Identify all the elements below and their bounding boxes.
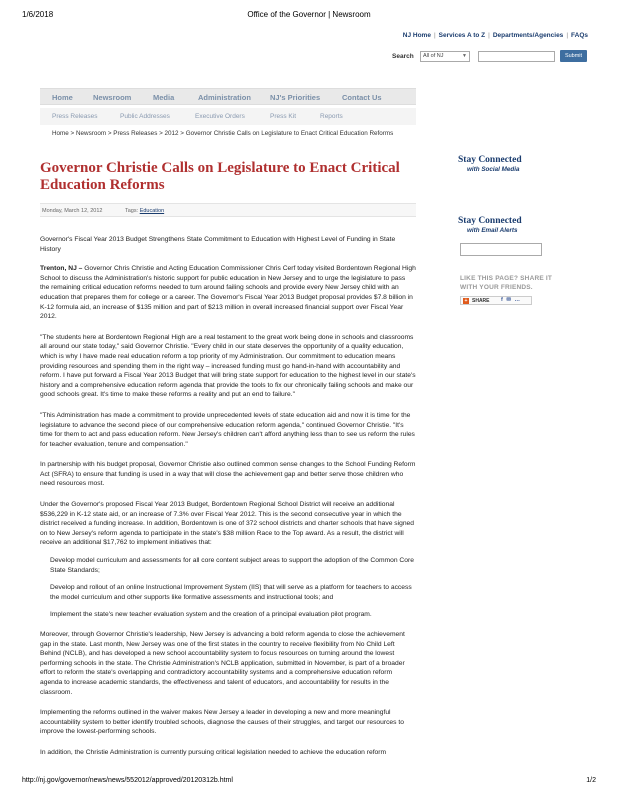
util-link-nj-home[interactable]: NJ Home bbox=[402, 32, 431, 39]
print-url: http://nj.gov/governor/news/news/552012/approved/20120312b.html bbox=[22, 777, 233, 784]
print-date: 1/6/2018 bbox=[22, 10, 54, 19]
page-title: Governor Christie Calls on Legislature to Enact Critical Education Reforms bbox=[40, 160, 400, 193]
sidebar bbox=[458, 155, 598, 304]
nav-home[interactable]: Home bbox=[52, 93, 73, 102]
subnav-press-kit[interactable]: Press Kit bbox=[270, 113, 297, 120]
social-media-block[interactable] bbox=[458, 155, 598, 173]
tag-link[interactable]: Education bbox=[139, 208, 165, 214]
article-tags: Tags: Education bbox=[125, 208, 165, 214]
print-header bbox=[22, 10, 596, 22]
search-label: Search bbox=[392, 53, 414, 60]
social-share-icons[interactable]: f ✉ … bbox=[501, 297, 521, 303]
article-paragraph: In partnership with his budget proposal, Governor Christie also outlined common sense changes to the School Funding Reform Act (SFRA) to ensure that funding is used in a way that will close the achievement gap and better serve those children who need resources most. bbox=[40, 461, 416, 488]
print-title: Office of the Governor | Newsroom bbox=[247, 10, 371, 19]
article-lead: Governor's Fiscal Year 2013 Budget Strengthens State Commitment to Education with Highest Level of Funding in State History bbox=[40, 236, 396, 253]
initiatives-list bbox=[50, 556, 416, 620]
share-button[interactable] bbox=[460, 296, 532, 305]
subnav-press-releases[interactable]: Press Releases bbox=[52, 113, 98, 120]
util-link-faqs[interactable]: FAQs bbox=[571, 32, 588, 39]
chevron-down-icon: ▼ bbox=[462, 53, 467, 59]
util-link-departments[interactable]: Departments/Agencies bbox=[492, 32, 564, 39]
article-paragraph: Moreover, through Governor Christie's leadership, New Jersey is advancing a bold reform agenda to close the achievement gap in the state. Last month, New Jersey was one of the first states in the country to receive flexibility from No Child Left Behind (NCLB), and has developed a new school accountability system to focus resources on turning around the lowest performing schools in the state. The Christie Administration's NCLB application, submitted in November, is part of a broader effort to reform the state's overlapping and contradictory accountability systems and a comprehensive education reform agenda to increase academic standards, the effectiveness and talent of educators, and accountability for results in the classroom. bbox=[40, 631, 405, 696]
subnav-executive-orders[interactable]: Executive Orders bbox=[195, 113, 245, 120]
article-body bbox=[40, 235, 416, 758]
subnav-public-addresses[interactable]: Public Addresses bbox=[120, 113, 170, 120]
email-field[interactable] bbox=[460, 243, 542, 256]
social-subtitle: with Social Media bbox=[467, 166, 520, 173]
article-paragraph: "This Administration has made a commitment to provide unprecedented levels of state education aid and now it is time for the legislature to advance the second piece of our comprehensive education reform agenda," continued Governor Christie. "It's time for them to act and pass education reform. New Jersey's children can't afford anything less than to see us reform the rules for teacher evaluation, tenure and compensation." bbox=[40, 411, 415, 448]
utility-links: NJ Home | Services A to Z | Departments/Agencies | FAQs bbox=[402, 32, 588, 39]
breadcrumb: Home > Newsroom > Press Releases > 2012 > Governor Christie Calls on Legislature to Enact Critical Education Reforms bbox=[52, 130, 394, 137]
print-page-number: 1/2 bbox=[586, 777, 596, 784]
list-item: Develop and rollout of an online Instructional Improvement System (IIS) that will serve as a platform for teachers to access the model curriculum and other supports like formative assessments and instructional tools; and bbox=[50, 584, 412, 601]
article-meta bbox=[40, 203, 416, 217]
article-paragraph: Trenton, NJ – Governor Chris Christie and Acting Education Commissioner Chris Cerf today visited Bordentown Regional High School to discuss the Administration's historic support for public education in New Jersey and to urge the legislature to pass the remaining critical education reforms needed to turn around failing schools and provide every New Jersey child with an education that prepares them for college or a career. The Governor's Fiscal Year 2013 Budget proposal provides $7.8 billion in K-12 formula aid, an increase of $135 million and part of $213 million in overall increased financial support over Fiscal Year 2012. bbox=[40, 265, 416, 321]
email-title: Stay Connected bbox=[458, 216, 522, 226]
article-paragraph: In addition, the Christie Administration is currently pursuing critical legislation needed to achieve the education reform bbox=[40, 748, 387, 756]
nav-contact[interactable]: Contact Us bbox=[342, 93, 382, 102]
search-submit-button[interactable]: Submit bbox=[560, 50, 587, 62]
subnav-reports[interactable]: Reports bbox=[320, 113, 343, 120]
list-item: Implement the state's new teacher evaluation system and the creation of a principal evaluation pilot program. bbox=[50, 611, 372, 619]
search-scope-value: All of NJ bbox=[423, 53, 444, 59]
sub-nav bbox=[40, 108, 416, 125]
article-paragraph: Under the Governor's proposed Fiscal Year 2013 Budget, Bordentown Regional School District will receive an additional $536,229 in K-12 state aid, or an increase of 7.3% over Fiscal Year 2012. This is the second consecutive year in which the district received a funding increase. In addition, Bordentown is one of 372 school districts and charter schools that have signed on to New Jersey's reform agenda to participate in the state's $38 million Race to the Top award. As a result, the district will receive an additional $17,762 to implement initiatives that: bbox=[40, 501, 414, 547]
social-title: Stay Connected bbox=[458, 155, 522, 165]
util-link-services[interactable]: Services A to Z bbox=[438, 32, 486, 39]
nav-media[interactable]: Media bbox=[153, 93, 175, 102]
nav-priorities[interactable]: NJ's Priorities bbox=[270, 93, 321, 102]
nav-administration[interactable]: Administration bbox=[198, 93, 251, 102]
search-input[interactable] bbox=[478, 51, 555, 62]
share-prompt: LIKE THIS PAGE? SHARE IT WITH YOUR FRIENDS. bbox=[460, 275, 553, 291]
share-label: SHARE bbox=[472, 298, 490, 304]
search-scope-select[interactable] bbox=[420, 51, 470, 62]
email-subtitle: with Email Alerts bbox=[467, 227, 518, 234]
list-item: Develop model curriculum and assessments for all core content subject areas to support the adoption of the Common Core State Standards; bbox=[50, 557, 414, 574]
article-date: Monday, March 12, 2012 bbox=[42, 208, 103, 214]
plus-icon: + bbox=[464, 298, 468, 304]
nav-newsroom[interactable]: Newsroom bbox=[93, 93, 132, 102]
article-paragraph: "The students here at Bordentown Regional High are a real testament to the great work being done in schools and classrooms all around our state today," said Governor Christie. "Every child in our state deserves the opportunity of a quality education, which is why I have made real education reform a top priority of my Administration. Our commitment to education means providing resources and spending them in the right way – increased funding must go hand-in-hand with accountability and reform. I have put forward a Fiscal Year 2013 Budget that will bring state support for education to the highest level in our state's history and a comprehensive education reform agenda that provide the tools to fix our chronically failing schools and make our good schools great. It's time to make these reforms a reality and put an end to failure." bbox=[40, 333, 416, 399]
main-nav bbox=[40, 88, 416, 105]
email-alerts-block[interactable] bbox=[458, 216, 598, 234]
print-footer bbox=[22, 777, 596, 787]
article bbox=[40, 160, 416, 769]
article-paragraph: Implementing the reforms outlined in the waiver makes New Jersey a leader in developing a new and more meaningful accountability system to better identify troubled schools, diagnose the causes of their struggles, and target our resources to improve the lowest-performing schools. bbox=[40, 709, 404, 736]
